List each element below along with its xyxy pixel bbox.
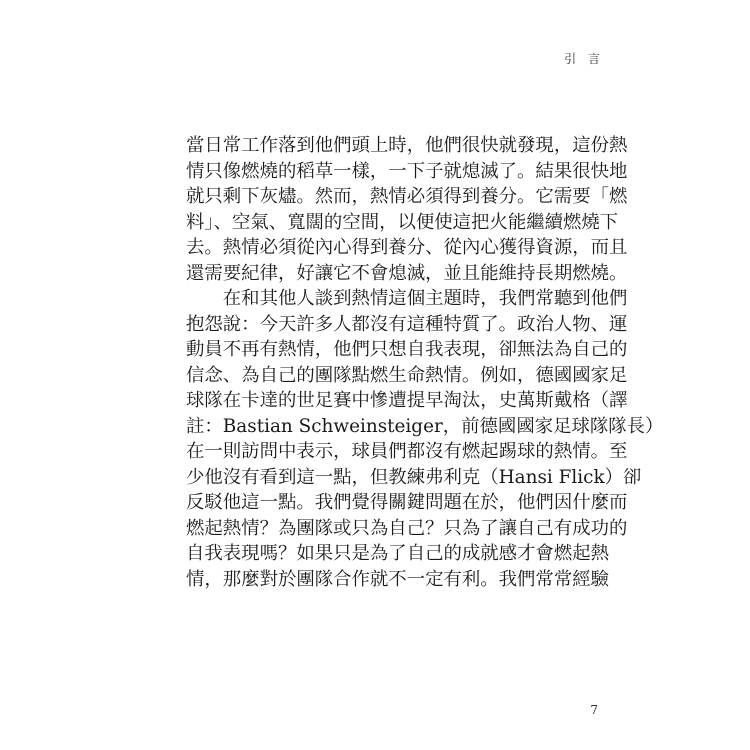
text-line: 料」、空氣、寬闊的空間，以便使這把火能繼續燃燒下	[186, 211, 619, 233]
text-line: 球隊在卡達的世足賽中慘遭提早淘汰，史萬斯戴格（譯	[186, 390, 628, 411]
text-line: 還需要紀律，好讓它不會熄滅，並且能維持長期燃燒。	[186, 262, 628, 284]
page-number: 7	[590, 703, 598, 717]
running-header: 引 言	[564, 52, 604, 66]
text-line: 情，那麼對於團隊合作就不一定有利。我們常常經驗	[186, 568, 609, 590]
text-line: 去。熱情必須從內心得到養分、從內心獲得資源，而且	[186, 237, 628, 258]
text-line: 反駁他這一點。我們覺得關鍵問題在於，他們因什麼而	[186, 492, 628, 513]
text-line: 燃起熱情？為團隊或只為自己？只為了讓自己有成功的	[186, 517, 628, 539]
text-line: 註：Bastian Schweinsteiger，前德國國家足球隊隊長）	[186, 415, 664, 437]
text-line: 當日常工作落到他們頭上時，他們很快就發現，這份熱	[186, 135, 628, 156]
text-line: 少他沒有看到這一點，但教練弗利克（Hansi Flick）卻	[186, 466, 642, 488]
body-text	[186, 133, 664, 592]
text-line: 在一則訪問中表示，球員們都沒有燃起踢球的熱情。至	[186, 441, 628, 462]
text-line: 抱怨說：今天許多人都沒有這種特質了。政治人物、運	[186, 313, 628, 335]
text-line: 情只像燃燒的稻草一樣，一下子就熄滅了。結果很快地	[186, 160, 628, 182]
text-line: 信念、為自己的團隊點燃生命熱情。例如，德國國家足	[186, 364, 628, 386]
text-line: 動員不再有熱情，他們只想自我表現，卻無法為自己的	[186, 339, 628, 360]
text-line: 在和其他人談到熱情這個主題時，我們常聽到他們	[186, 288, 628, 309]
text-line: 就只剩下灰燼。然而，熱情必須得到養分。它需要「燃	[186, 186, 628, 207]
text-line: 自我表現嗎？如果只是為了自己的成就感才會燃起熱	[186, 543, 609, 564]
